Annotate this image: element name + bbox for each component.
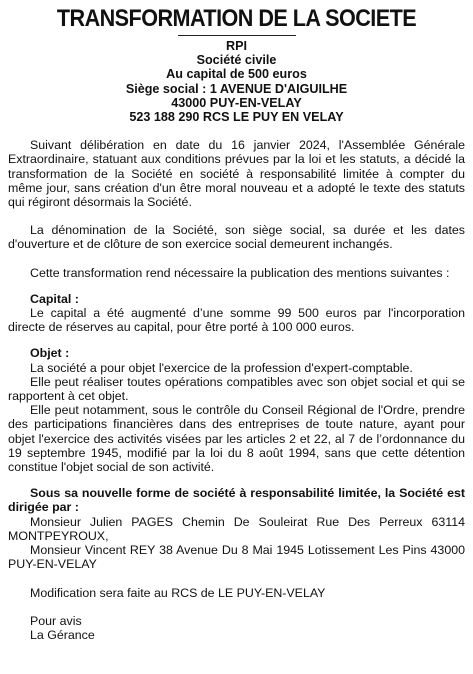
company-city: 43000 PUY-EN-VELAY (171, 95, 302, 110)
manager-1: Monsieur Julien PAGES Chemin De Souleirat Rue Des Perreux 63114 MONTPEYROUX, (8, 514, 465, 543)
objet-line-3: Elle peut notamment, sous le contrôle du Conseil Régional de l'Ordre, prendre des participations financières dans des entreprises de toute nature, ayant pour objet l'exercice des activités visées par les articles 2 et 22, al 7 de l’ordonnance du 19 septembre 1945, modifié par la loi du 8 août 1994, sans que cette détention constitue l'objet social de son activité. (8, 403, 465, 475)
company-header (8, 39, 465, 124)
notice-body (8, 138, 465, 642)
direction-heading: Sous sa nouvelle forme de société à responsabilité limitée, la Société est dirigée par : (8, 486, 465, 515)
objet-heading: Objet : (30, 346, 70, 361)
paragraph-denomination: La dénomination de la Société, son siège social, sa durée et les dates d'ouverture et de clôture de son exercice social demeurent inchangés. (8, 223, 465, 252)
objet-line-1: La société a pour objet l'exercice de la profession d'expert-comptable. (30, 360, 413, 375)
pour-avis: Pour avis (30, 613, 82, 628)
objet-line-2: Elle peut réaliser toutes opérations compatibles avec son objet social et qui se rapportent à cet objet. (8, 374, 465, 404)
company-name: RPI (226, 39, 247, 53)
company-capital: Au capital de 500 euros (166, 67, 307, 82)
company-siege: Siège social : 1 AVENUE D'AIGUILHE (125, 81, 348, 96)
capital-text: Le capital a été augmenté d’une somme 99 500 euros par l'incorporation directe de réserves au capital, pour être porté à 100 000 euros. (8, 306, 465, 335)
rcs-note: Modification sera faite au RCS de LE PUY-EN-VELAY (30, 585, 326, 600)
manager-2: Monsieur Vincent REY 38 Avenue Du 8 Mai 1945 Lotissement Les Pins 43000 PUY-EN-VELAY (8, 543, 465, 572)
page-title: TRANSFORMATION DE LA SOCIETE (56, 5, 417, 32)
paragraph-deliberation: Suivant délibération en date du 16 janvier 2024, l'Assemblée Générale Extraordinaire, statuant aux conditions prévues par la loi et les statuts, a décidé la transformation de la Société en société à responsabilité limitée à compter du même jour, sans création d'un être moral nouveau et a adopté le texte des statuts qui régiront désormais la Société. (8, 138, 465, 210)
company-form: Société civile (196, 53, 277, 68)
title-divider (178, 35, 296, 36)
company-rcs: 523 188 290 RCS LE PUY EN VELAY (129, 110, 344, 125)
paragraph-publication: Cette transformation rend nécessaire la publication des mentions suivantes : (30, 265, 450, 280)
signature: La Gérance (30, 627, 95, 642)
capital-heading: Capital : (30, 291, 79, 306)
